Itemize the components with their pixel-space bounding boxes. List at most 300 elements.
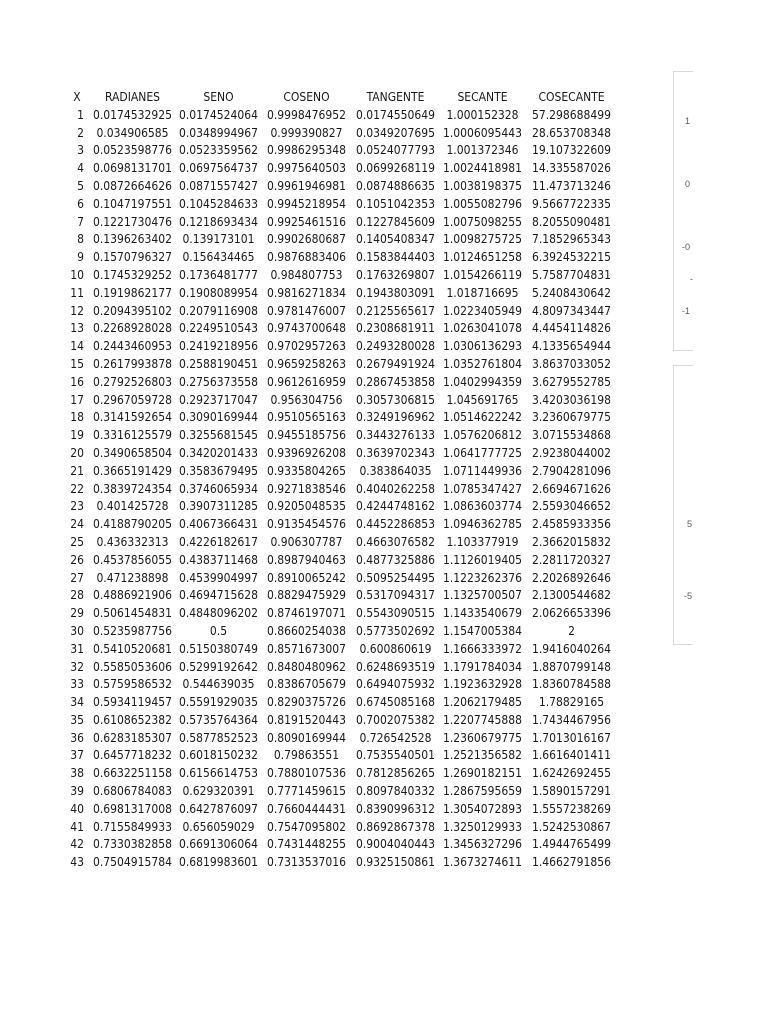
- cell-cosecante[interactable]: 5.7587704831: [532, 267, 611, 282]
- cell-seno[interactable]: 0.3420201433: [179, 445, 258, 460]
- cell-radianes[interactable]: 0.1396263402: [93, 232, 172, 247]
- cell-tangente[interactable]: 0.8692867378: [356, 819, 435, 834]
- cell-coseno[interactable]: 0.8191520443: [267, 712, 346, 727]
- cell-seno[interactable]: 0.2419218956: [179, 339, 258, 354]
- header-secante[interactable]: SECANTE: [457, 90, 508, 104]
- cell-cosecante[interactable]: 3.0715534868: [532, 428, 611, 443]
- cell-cosecante[interactable]: 6.3924532215: [532, 250, 611, 265]
- cell-coseno[interactable]: 0.9455185756: [267, 428, 346, 443]
- cell-cosecante[interactable]: 19.107322609: [532, 143, 611, 158]
- cell-x[interactable]: 27: [70, 570, 84, 585]
- cell-radianes[interactable]: 0.2617993878: [93, 356, 172, 371]
- cell-x[interactable]: 11: [70, 285, 84, 300]
- cell-x[interactable]: 33: [70, 677, 84, 692]
- cell-x[interactable]: 7: [77, 214, 84, 229]
- cell-x[interactable]: 37: [70, 748, 84, 763]
- cell-x[interactable]: 34: [70, 695, 84, 710]
- cell-coseno[interactable]: 0.9743700648: [267, 321, 346, 336]
- cell-tangente[interactable]: 0.3443276133: [356, 428, 435, 443]
- cell-secante[interactable]: 1.0038198375: [443, 178, 522, 193]
- cell-radianes[interactable]: 0.3839724354: [93, 481, 172, 496]
- cell-radianes[interactable]: 0.2967059728: [93, 392, 172, 407]
- cell-radianes[interactable]: 0.2094395102: [93, 303, 172, 318]
- cell-x[interactable]: 22: [70, 481, 84, 496]
- cell-coseno[interactable]: 0.7660444431: [267, 801, 346, 816]
- cell-cosecante[interactable]: 1.8360784588: [532, 677, 611, 692]
- cell-tangente[interactable]: 0.1405408347: [356, 232, 435, 247]
- cell-tangente[interactable]: 0.3057306815: [356, 392, 435, 407]
- cell-coseno[interactable]: 0.9816271834: [267, 285, 346, 300]
- cell-tangente[interactable]: 0.2493280028: [356, 339, 435, 354]
- cell-x[interactable]: 23: [70, 499, 84, 514]
- cell-secante[interactable]: 1.3673274611: [443, 855, 522, 870]
- cell-seno[interactable]: 0.5150380749: [179, 641, 258, 656]
- cell-tangente[interactable]: 0.5317094317: [356, 588, 435, 603]
- cell-secante[interactable]: 1.2062179485: [443, 695, 522, 710]
- cell-cosecante[interactable]: 28.653708348: [532, 125, 611, 140]
- cell-radianes[interactable]: 0.3665191429: [93, 463, 172, 478]
- cell-coseno[interactable]: 0.9135454576: [267, 517, 346, 532]
- cell-seno[interactable]: 0.6819983601: [179, 855, 258, 870]
- cell-secante[interactable]: 1.0075098255: [443, 214, 522, 229]
- cell-x[interactable]: 39: [70, 784, 84, 799]
- cell-x[interactable]: 29: [70, 606, 84, 621]
- cell-radianes[interactable]: 0.5759586532: [93, 677, 172, 692]
- cell-tangente[interactable]: 0.8390996312: [356, 801, 435, 816]
- cell-x[interactable]: 13: [70, 321, 84, 336]
- cell-radianes[interactable]: 0.401425728: [96, 499, 169, 514]
- cell-cosecante[interactable]: 3.6279552785: [532, 374, 611, 389]
- cell-x[interactable]: 17: [70, 392, 84, 407]
- cell-radianes[interactable]: 0.7330382858: [93, 837, 172, 852]
- cell-tangente[interactable]: 0.383864035: [359, 463, 432, 478]
- cell-tangente[interactable]: 0.1583844403: [356, 250, 435, 265]
- cell-tangente[interactable]: 0.7002075382: [356, 712, 435, 727]
- cell-secante[interactable]: 1.2690182151: [443, 766, 522, 781]
- cell-coseno[interactable]: 0.7880107536: [267, 766, 346, 781]
- cell-secante[interactable]: 1.0576206812: [443, 428, 522, 443]
- cell-coseno[interactable]: 0.9975640503: [267, 161, 346, 176]
- cell-radianes[interactable]: 0.6108652382: [93, 712, 172, 727]
- cell-seno[interactable]: 0.4539904997: [179, 570, 258, 585]
- cell-tangente[interactable]: 0.2125565617: [356, 303, 435, 318]
- cell-seno[interactable]: 0.3255681545: [179, 428, 258, 443]
- cell-cosecante[interactable]: 3.8637033052: [532, 356, 611, 371]
- cell-radianes[interactable]: 0.4188790205: [93, 517, 172, 532]
- cell-secante[interactable]: 1.2867595659: [443, 784, 522, 799]
- cell-cosecante[interactable]: 2.3662015832: [532, 534, 611, 549]
- cell-seno[interactable]: 0.3907311285: [179, 499, 258, 514]
- cell-coseno[interactable]: 0.9986295348: [267, 143, 346, 158]
- cell-seno[interactable]: 0.2756373558: [179, 374, 258, 389]
- cell-x[interactable]: 25: [70, 534, 84, 549]
- cell-cosecante[interactable]: 2.5593046652: [532, 499, 611, 514]
- cell-radianes[interactable]: 0.6283185307: [93, 730, 172, 745]
- cell-x[interactable]: 38: [70, 766, 84, 781]
- cell-cosecante[interactable]: 1.6242692455: [532, 766, 611, 781]
- cell-coseno[interactable]: 0.9510565163: [267, 410, 346, 425]
- cell-seno[interactable]: 0.0174524064: [179, 107, 258, 122]
- cell-cosecante[interactable]: 2.2026892646: [532, 570, 611, 585]
- cell-coseno[interactable]: 0.984807753: [270, 267, 343, 282]
- cell-coseno[interactable]: 0.9612616959: [267, 374, 346, 389]
- cell-coseno[interactable]: 0.7313537016: [267, 855, 346, 870]
- cell-tangente[interactable]: 0.0524077793: [356, 143, 435, 158]
- cell-seno[interactable]: 0.2249510543: [179, 321, 258, 336]
- cell-seno[interactable]: 0.3746065934: [179, 481, 258, 496]
- cell-x[interactable]: 1: [77, 107, 84, 122]
- cell-radianes[interactable]: 0.0872664626: [93, 178, 172, 193]
- cell-tangente[interactable]: 0.0699268119: [356, 161, 435, 176]
- cell-radianes[interactable]: 0.3490658504: [93, 445, 172, 460]
- cell-secante[interactable]: 1.0514622242: [443, 410, 522, 425]
- cell-tangente[interactable]: 0.1763269807: [356, 267, 435, 282]
- cell-x[interactable]: 42: [70, 837, 84, 852]
- cell-secante[interactable]: 1.0711449936: [443, 463, 522, 478]
- cell-x[interactable]: 36: [70, 730, 84, 745]
- cell-radianes[interactable]: 0.034906585: [96, 125, 169, 140]
- cell-radianes[interactable]: 0.4886921906: [93, 588, 172, 603]
- cell-secante[interactable]: 1.1923632928: [443, 677, 522, 692]
- cell-x[interactable]: 9: [77, 250, 84, 265]
- cell-seno[interactable]: 0.5591929035: [179, 695, 258, 710]
- cell-x[interactable]: 28: [70, 588, 84, 603]
- cell-x[interactable]: 43: [70, 855, 84, 870]
- cell-secante[interactable]: 1.0263041078: [443, 321, 522, 336]
- cell-coseno[interactable]: 0.8660254038: [267, 623, 346, 638]
- cell-cosecante[interactable]: 57.298688499: [532, 107, 611, 122]
- cell-secante[interactable]: 1.1325700507: [443, 588, 522, 603]
- cell-secante[interactable]: 1.1126019405: [443, 552, 522, 567]
- cell-coseno[interactable]: 0.956304756: [270, 392, 343, 407]
- cell-secante[interactable]: 1.0124651258: [443, 250, 522, 265]
- cell-tangente[interactable]: 0.4663076582: [356, 534, 435, 549]
- cell-cosecante[interactable]: 8.2055090481: [532, 214, 611, 229]
- header-cosecante[interactable]: COSECANTE: [538, 90, 605, 104]
- cell-radianes[interactable]: 0.0698131701: [93, 161, 172, 176]
- cell-radianes[interactable]: 0.1570796327: [93, 250, 172, 265]
- cell-x[interactable]: 41: [70, 819, 84, 834]
- cell-radianes[interactable]: 0.6457718232: [93, 748, 172, 763]
- header-coseno[interactable]: COSENO: [283, 90, 330, 104]
- cell-coseno[interactable]: 0.8987940463: [267, 552, 346, 567]
- cell-coseno[interactable]: 0.9876883406: [267, 250, 346, 265]
- cell-secante[interactable]: 1.0402994359: [443, 374, 522, 389]
- cell-secante[interactable]: 1.0223405949: [443, 303, 522, 318]
- cell-cosecante[interactable]: 3.2360679775: [532, 410, 611, 425]
- cell-x[interactable]: 24: [70, 517, 84, 532]
- cell-radianes[interactable]: 0.2443460953: [93, 339, 172, 354]
- cell-tangente[interactable]: 0.0874886635: [356, 178, 435, 193]
- cell-seno[interactable]: 0.2923717047: [179, 392, 258, 407]
- cell-tangente[interactable]: 0.4040262258: [356, 481, 435, 496]
- cell-tangente[interactable]: 0.3249196962: [356, 410, 435, 425]
- cell-seno[interactable]: 0.3583679495: [179, 463, 258, 478]
- cell-x[interactable]: 8: [77, 232, 84, 247]
- cell-seno[interactable]: 0.6691306064: [179, 837, 258, 852]
- cell-radianes[interactable]: 0.5410520681: [93, 641, 172, 656]
- cell-x[interactable]: 5: [77, 178, 84, 193]
- cell-cosecante[interactable]: 11.473713246: [532, 178, 611, 193]
- cell-seno[interactable]: 0.5735764364: [179, 712, 258, 727]
- cell-seno[interactable]: 0.4383711468: [179, 552, 258, 567]
- cell-tangente[interactable]: 0.2679491924: [356, 356, 435, 371]
- cell-tangente[interactable]: 0.2867453858: [356, 374, 435, 389]
- cell-cosecante[interactable]: 2.7904281096: [532, 463, 611, 478]
- cell-x[interactable]: 20: [70, 445, 84, 460]
- cell-cosecante[interactable]: 2.1300544682: [532, 588, 611, 603]
- cell-secante[interactable]: 1.0154266119: [443, 267, 522, 282]
- cell-radianes[interactable]: 0.4537856055: [93, 552, 172, 567]
- cell-seno[interactable]: 0.0523359562: [179, 143, 258, 158]
- cell-secante[interactable]: 1.2521356582: [443, 748, 522, 763]
- cell-tangente[interactable]: 0.2308681911: [356, 321, 435, 336]
- cell-secante[interactable]: 1.0024418981: [443, 161, 522, 176]
- cell-tangente[interactable]: 0.0349207695: [356, 125, 435, 140]
- cell-tangente[interactable]: 0.726542528: [359, 730, 432, 745]
- cell-radianes[interactable]: 0.6632251158: [93, 766, 172, 781]
- cell-x[interactable]: 15: [70, 356, 84, 371]
- chart-panel-bottom[interactable]: [673, 365, 693, 645]
- cell-x[interactable]: 12: [70, 303, 84, 318]
- cell-seno[interactable]: 0.2079116908: [179, 303, 258, 318]
- cell-cosecante[interactable]: 1.9416040264: [532, 641, 611, 656]
- cell-coseno[interactable]: 0.8090169944: [267, 730, 346, 745]
- cell-seno[interactable]: 0.5: [209, 623, 228, 638]
- cell-secante[interactable]: 1.3456327296: [443, 837, 522, 852]
- cell-tangente[interactable]: 0.0174550649: [356, 107, 435, 122]
- cell-coseno[interactable]: 0.8746197071: [267, 606, 346, 621]
- cell-secante[interactable]: 1.103377919: [446, 534, 519, 549]
- cell-cosecante[interactable]: 1.4662791856: [532, 855, 611, 870]
- cell-cosecante[interactable]: 7.1852965343: [532, 232, 611, 247]
- cell-secante[interactable]: 1.018716695: [446, 285, 519, 300]
- cell-cosecante[interactable]: 1.4944765499: [532, 837, 611, 852]
- cell-tangente[interactable]: 0.600860619: [359, 641, 432, 656]
- cell-coseno[interactable]: 0.8386705679: [267, 677, 346, 692]
- cell-x[interactable]: 26: [70, 552, 84, 567]
- cell-seno[interactable]: 0.0871557427: [179, 178, 258, 193]
- cell-x[interactable]: 16: [70, 374, 84, 389]
- cell-radianes[interactable]: 0.6981317008: [93, 801, 172, 816]
- cell-seno[interactable]: 0.6427876097: [179, 801, 258, 816]
- cell-seno[interactable]: 0.544639035: [182, 677, 255, 692]
- cell-radianes[interactable]: 0.5235987756: [93, 623, 172, 638]
- cell-seno[interactable]: 0.139173101: [182, 232, 255, 247]
- header-seno[interactable]: SENO: [203, 90, 234, 104]
- cell-secante[interactable]: 1.0352761804: [443, 356, 522, 371]
- cell-tangente[interactable]: 0.4877325886: [356, 552, 435, 567]
- cell-seno[interactable]: 0.6018150232: [179, 748, 258, 763]
- cell-secante[interactable]: 1.001372346: [446, 143, 519, 158]
- cell-coseno[interactable]: 0.8910065242: [267, 570, 346, 585]
- cell-coseno[interactable]: 0.9998476952: [267, 107, 346, 122]
- cell-radianes[interactable]: 0.5585053606: [93, 659, 172, 674]
- cell-seno[interactable]: 0.2588190451: [179, 356, 258, 371]
- cell-tangente[interactable]: 0.1943803091: [356, 285, 435, 300]
- cell-secante[interactable]: 1.0006095443: [443, 125, 522, 140]
- cell-tangente[interactable]: 0.7535540501: [356, 748, 435, 763]
- cell-tangente[interactable]: 0.8097840332: [356, 784, 435, 799]
- cell-tangente[interactable]: 0.5773502692: [356, 623, 435, 638]
- cell-tangente[interactable]: 0.4244748162: [356, 499, 435, 514]
- cell-x[interactable]: 14: [70, 339, 84, 354]
- cell-coseno[interactable]: 0.9781476007: [267, 303, 346, 318]
- cell-radianes[interactable]: 0.7504915784: [93, 855, 172, 870]
- cell-tangente[interactable]: 0.4452286853: [356, 517, 435, 532]
- cell-seno[interactable]: 0.6156614753: [179, 766, 258, 781]
- cell-seno[interactable]: 0.4226182617: [179, 534, 258, 549]
- cell-cosecante[interactable]: 1.5890157291: [532, 784, 611, 799]
- cell-secante[interactable]: 1.0785347427: [443, 481, 522, 496]
- cell-coseno[interactable]: 0.8571673007: [267, 641, 346, 656]
- cell-coseno[interactable]: 0.9961946981: [267, 178, 346, 193]
- cell-x[interactable]: 2: [77, 125, 84, 140]
- cell-x[interactable]: 10: [70, 267, 84, 282]
- chart-panel-top[interactable]: [673, 71, 693, 351]
- cell-x[interactable]: 6: [77, 196, 84, 211]
- cell-secante[interactable]: 1.0306136293: [443, 339, 522, 354]
- header-tangente[interactable]: TANGENTE: [366, 90, 425, 104]
- cell-cosecante[interactable]: 1.7013016167: [532, 730, 611, 745]
- cell-coseno[interactable]: 0.7431448255: [267, 837, 346, 852]
- cell-secante[interactable]: 1.0946362785: [443, 517, 522, 532]
- cell-radianes[interactable]: 0.2268928028: [93, 321, 172, 336]
- cell-coseno[interactable]: 0.9925461516: [267, 214, 346, 229]
- cell-x[interactable]: 40: [70, 801, 84, 816]
- cell-tangente[interactable]: 0.6248693519: [356, 659, 435, 674]
- cell-cosecante[interactable]: 5.2408430642: [532, 285, 611, 300]
- cell-secante[interactable]: 1.0863603774: [443, 499, 522, 514]
- header-x[interactable]: X: [73, 90, 81, 104]
- cell-x[interactable]: 21: [70, 463, 84, 478]
- cell-radianes[interactable]: 0.3316125579: [93, 428, 172, 443]
- cell-coseno[interactable]: 0.9396926208: [267, 445, 346, 460]
- cell-secante[interactable]: 1.045691765: [446, 392, 519, 407]
- cell-cosecante[interactable]: 2.4585933356: [532, 517, 611, 532]
- cell-cosecante[interactable]: 3.4203036198: [532, 392, 611, 407]
- cell-cosecante[interactable]: 1.8870799148: [532, 659, 611, 674]
- cell-coseno[interactable]: 0.9902680687: [267, 232, 346, 247]
- cell-x[interactable]: 3: [77, 143, 84, 158]
- cell-cosecante[interactable]: 4.1335654944: [532, 339, 611, 354]
- cell-radianes[interactable]: 0.0523598776: [93, 143, 172, 158]
- cell-secante[interactable]: 1.2360679775: [443, 730, 522, 745]
- cell-seno[interactable]: 0.0348994967: [179, 125, 258, 140]
- cell-radianes[interactable]: 0.1745329252: [93, 267, 172, 282]
- cell-seno[interactable]: 0.4067366431: [179, 517, 258, 532]
- cell-tangente[interactable]: 0.9325150861: [356, 855, 435, 870]
- cell-coseno[interactable]: 0.7771459615: [267, 784, 346, 799]
- cell-secante[interactable]: 1.000152328: [446, 107, 519, 122]
- cell-tangente[interactable]: 0.5095254495: [356, 570, 435, 585]
- cell-radianes[interactable]: 0.471238898: [96, 570, 169, 585]
- cell-secante[interactable]: 1.2207745888: [443, 712, 522, 727]
- cell-seno[interactable]: 0.656059029: [182, 819, 255, 834]
- cell-radianes[interactable]: 0.0174532925: [93, 107, 172, 122]
- cell-secante[interactable]: 1.0641777725: [443, 445, 522, 460]
- cell-radianes[interactable]: 0.2792526803: [93, 374, 172, 389]
- cell-tangente[interactable]: 0.6494075932: [356, 677, 435, 692]
- header-radianes[interactable]: RADIANES: [104, 90, 161, 104]
- cell-secante[interactable]: 1.1666333972: [443, 641, 522, 656]
- cell-secante[interactable]: 1.3054072893: [443, 801, 522, 816]
- cell-tangente[interactable]: 0.5543090515: [356, 606, 435, 621]
- cell-cosecante[interactable]: 2.2811720327: [532, 552, 611, 567]
- cell-seno[interactable]: 0.5299192642: [179, 659, 258, 674]
- cell-seno[interactable]: 0.629320391: [182, 784, 255, 799]
- cell-coseno[interactable]: 0.79863551: [273, 748, 340, 763]
- cell-cosecante[interactable]: 4.8097343447: [532, 303, 611, 318]
- cell-secante[interactable]: 1.0055082796: [443, 196, 522, 211]
- cell-seno[interactable]: 0.0697564737: [179, 161, 258, 176]
- cell-tangente[interactable]: 0.9004040443: [356, 837, 435, 852]
- cell-cosecante[interactable]: 1.7434467956: [532, 712, 611, 727]
- cell-secante[interactable]: 1.3250129933: [443, 819, 522, 834]
- cell-radianes[interactable]: 0.1047197551: [93, 196, 172, 211]
- cell-tangente[interactable]: 0.3639702343: [356, 445, 435, 460]
- cell-seno[interactable]: 0.1045284633: [179, 196, 258, 211]
- cell-cosecante[interactable]: 4.4454114826: [532, 321, 611, 336]
- cell-cosecante[interactable]: 2.0626653396: [532, 606, 611, 621]
- cell-x[interactable]: 32: [70, 659, 84, 674]
- cell-coseno[interactable]: 0.8829475929: [267, 588, 346, 603]
- cell-tangente[interactable]: 0.6745085168: [356, 695, 435, 710]
- cell-coseno[interactable]: 0.8290375726: [267, 695, 346, 710]
- cell-tangente[interactable]: 0.7812856265: [356, 766, 435, 781]
- cell-seno[interactable]: 0.156434465: [182, 250, 255, 265]
- cell-coseno[interactable]: 0.8480480962: [267, 659, 346, 674]
- cell-radianes[interactable]: 0.3141592654: [93, 410, 172, 425]
- cell-seno[interactable]: 0.1218693434: [179, 214, 258, 229]
- cell-seno[interactable]: 0.4848096202: [179, 606, 258, 621]
- cell-radianes[interactable]: 0.1221730476: [93, 214, 172, 229]
- cell-seno[interactable]: 0.3090169944: [179, 410, 258, 425]
- cell-cosecante[interactable]: 2.6694671626: [532, 481, 611, 496]
- cell-x[interactable]: 19: [70, 428, 84, 443]
- cell-coseno[interactable]: 0.9659258263: [267, 356, 346, 371]
- cell-cosecante[interactable]: 1.78829165: [538, 695, 605, 710]
- cell-x[interactable]: 4: [77, 161, 84, 176]
- cell-radianes[interactable]: 0.6806784083: [93, 784, 172, 799]
- cell-x[interactable]: 30: [70, 623, 84, 638]
- cell-cosecante[interactable]: 1.6616401411: [532, 748, 611, 763]
- cell-coseno[interactable]: 0.9702957263: [267, 339, 346, 354]
- cell-secante[interactable]: 1.1223262376: [443, 570, 522, 585]
- cell-radianes[interactable]: 0.5061454831: [93, 606, 172, 621]
- cell-secante[interactable]: 1.0098275725: [443, 232, 522, 247]
- cell-coseno[interactable]: 0.906307787: [270, 534, 343, 549]
- cell-radianes[interactable]: 0.5934119457: [93, 695, 172, 710]
- cell-secante[interactable]: 1.1791784034: [443, 659, 522, 674]
- cell-coseno[interactable]: 0.7547095802: [267, 819, 346, 834]
- cell-x[interactable]: 35: [70, 712, 84, 727]
- cell-x[interactable]: 31: [70, 641, 84, 656]
- cell-radianes[interactable]: 0.1919862177: [93, 285, 172, 300]
- cell-tangente[interactable]: 0.1051042353: [356, 196, 435, 211]
- cell-seno[interactable]: 0.1908089954: [179, 285, 258, 300]
- cell-cosecante[interactable]: 1.5557238269: [532, 801, 611, 816]
- cell-cosecante[interactable]: 2: [568, 623, 575, 638]
- cell-cosecante[interactable]: 14.335587026: [532, 161, 611, 176]
- cell-tangente[interactable]: 0.1227845609: [356, 214, 435, 229]
- cell-coseno[interactable]: 0.9945218954: [267, 196, 346, 211]
- cell-radianes[interactable]: 0.436332313: [96, 534, 169, 549]
- cell-coseno[interactable]: 0.9335804265: [267, 463, 346, 478]
- cell-cosecante[interactable]: 2.9238044002: [532, 445, 611, 460]
- cell-cosecante[interactable]: 1.5242530867: [532, 819, 611, 834]
- cell-seno[interactable]: 0.5877852523: [179, 730, 258, 745]
